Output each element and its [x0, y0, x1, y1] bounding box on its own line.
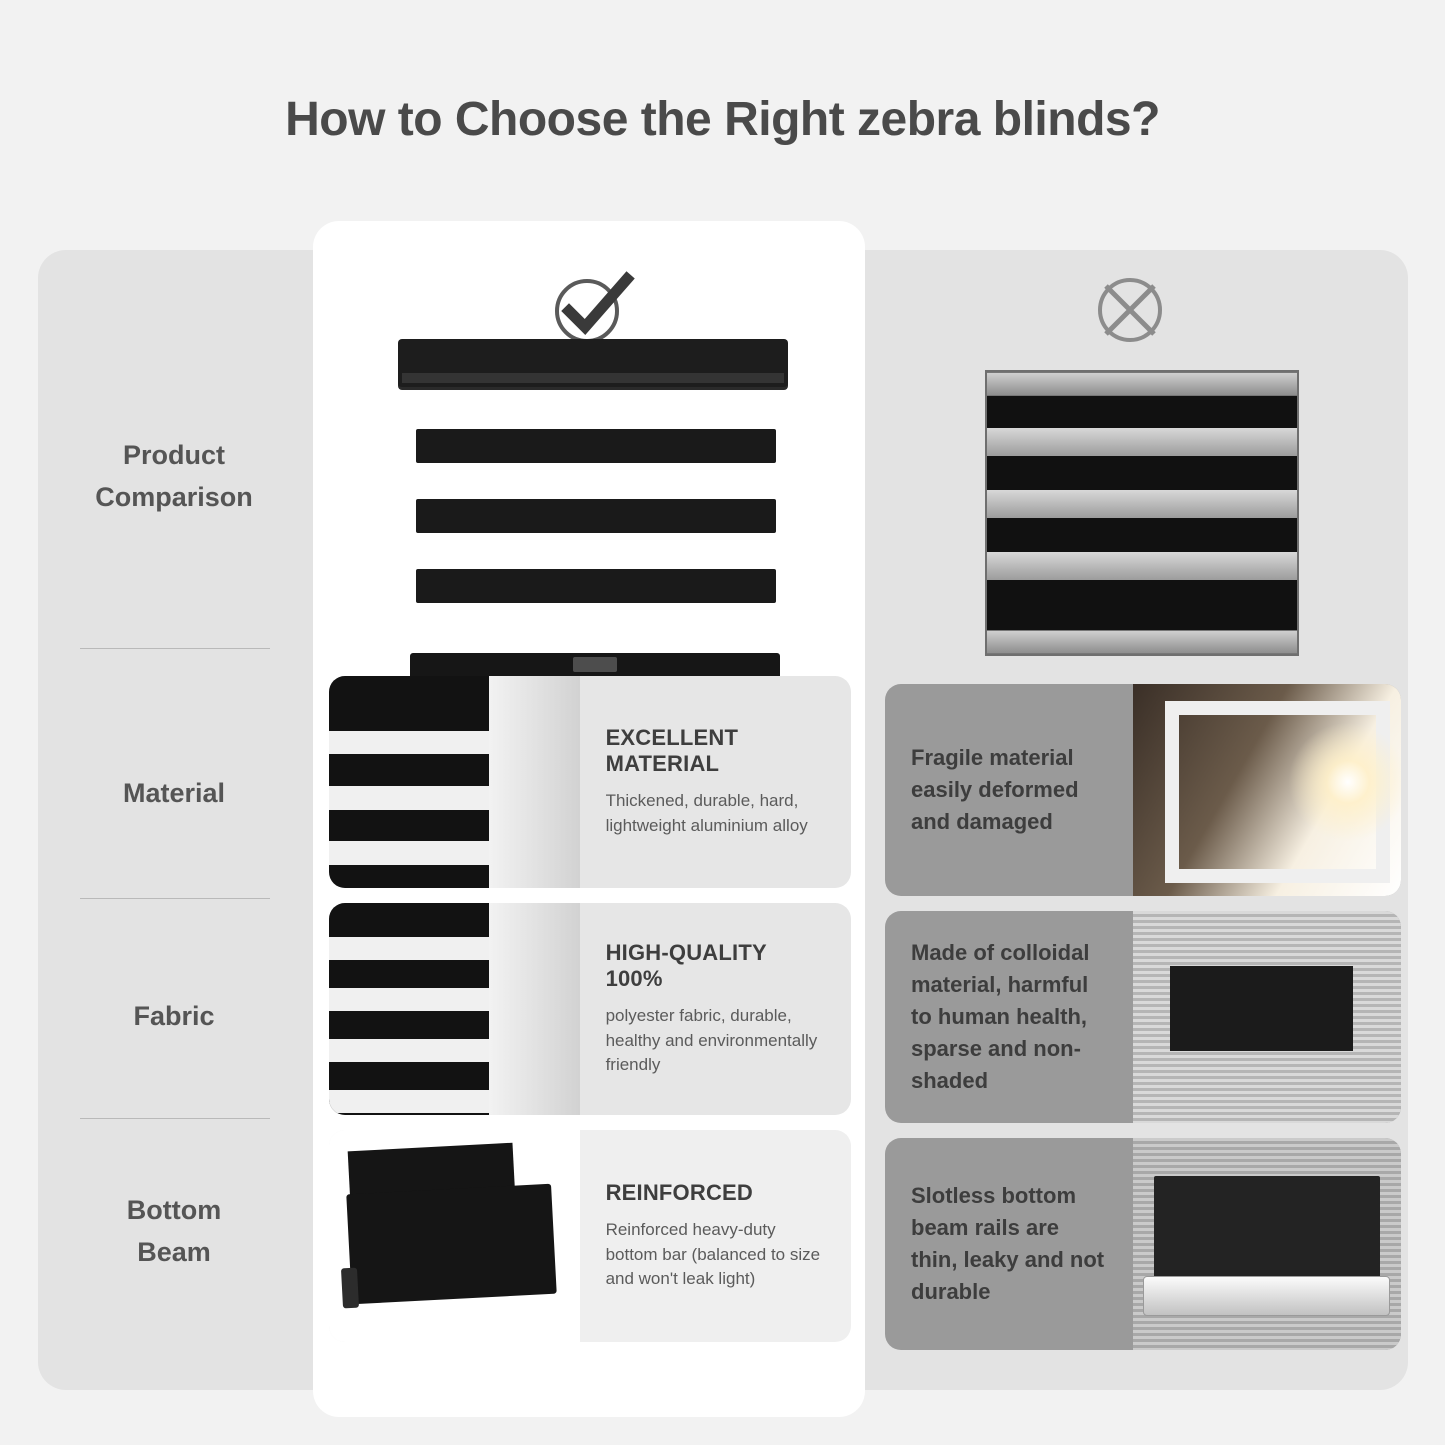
mini-blind-illustration: [329, 676, 580, 888]
bad-card-material-text: [885, 684, 1133, 896]
good-card-material-body: Thickened, durable, hard, lightweight aluminium alloy: [605, 791, 808, 835]
good-card-material: [329, 676, 851, 888]
bad-card-material: [885, 684, 1401, 896]
good-card-material-text: [580, 676, 851, 888]
bad-card-material-title: Fragile material easily deformed and damaged: [911, 745, 1079, 834]
bad-strip-3: [987, 552, 1297, 580]
row-label-bottom-beam: [38, 1190, 310, 1274]
row-label-column: [38, 250, 310, 1390]
thin-bottom-rail-photo: [1133, 1138, 1401, 1350]
bottom-bar-body: [346, 1184, 557, 1305]
good-slat-1: [416, 429, 776, 463]
row-label-product-comparison-line1: Product: [122, 440, 225, 470]
good-product-column: [313, 221, 865, 1417]
bad-card-material-image: [1133, 684, 1401, 896]
row-label-bottom-beam-line2: Beam: [137, 1236, 211, 1267]
good-card-material-image: [329, 676, 580, 888]
bad-strip-2: [987, 490, 1297, 518]
bad-headrail: [985, 372, 1299, 396]
sheer-fabric-photo: [1133, 911, 1401, 1123]
good-card-bottom-beam-text: [580, 1130, 851, 1342]
bad-bottom-rail: [985, 630, 1299, 654]
page-title: How to Choose the Right zebra blinds?: [285, 93, 1160, 146]
bad-product-image: [985, 370, 1299, 656]
window-frame: [484, 676, 579, 888]
good-card-material-title: EXCELLENT MATERIAL: [605, 725, 739, 777]
good-card-bottom-beam-image: [329, 1130, 580, 1342]
mini-blind-illustration-fabric: [329, 903, 580, 1115]
good-card-fabric-body: polyester fabric, durable, healthy and environmentally friendly: [605, 1006, 818, 1075]
bad-card-bottom-beam: [885, 1138, 1401, 1350]
damaged-window-photo: [1133, 684, 1401, 896]
bad-card-bottom-beam-image: [1133, 1138, 1401, 1350]
bad-card-fabric-image: [1133, 911, 1401, 1123]
bad-product-column: [875, 250, 1408, 1390]
good-card-bottom-beam-title: REINFORCED: [605, 1180, 754, 1206]
window-frame: [484, 903, 579, 1115]
good-card-fabric-image: [329, 903, 580, 1115]
good-product-image: [398, 339, 788, 679]
row-label-product-comparison-line2: Comparison: [95, 481, 253, 512]
sun-glare-icon: [1288, 722, 1401, 842]
row-label-bottom-beam-line1: Bottom: [126, 1195, 222, 1225]
label-divider-1: [80, 648, 270, 649]
row-label-product-comparison: [38, 435, 310, 519]
bad-card-bottom-beam-title: Slotless bottom beam rails are thin, leaky and not durable: [911, 1183, 1105, 1304]
good-headrail: [398, 339, 788, 387]
good-card-fabric-title: HIGH-QUALITY 100%: [605, 940, 767, 992]
bad-card-fabric-title: Made of colloidal material, harmful to human health, sparse and non-shaded: [911, 940, 1090, 1093]
good-card-bottom-beam-body: Reinforced heavy-duty bottom bar (balanced to size and won't leak light): [605, 1220, 821, 1289]
row-label-material: Material: [122, 778, 226, 808]
bottom-bar-illustration: [329, 1130, 580, 1342]
cross-mark-icon: [1090, 270, 1170, 350]
bad-card-fabric-text: [885, 911, 1133, 1123]
zebra-blind-fabric: [329, 903, 489, 1115]
label-divider-3: [80, 1118, 270, 1119]
row-label-fabric: Fabric: [133, 1001, 215, 1031]
good-slat-3: [416, 569, 776, 603]
good-slat-2: [416, 499, 776, 533]
good-card-bottom-beam: [329, 1130, 851, 1342]
label-divider-2: [80, 898, 270, 899]
check-mark-icon: [545, 269, 635, 349]
bad-card-fabric: [885, 911, 1401, 1123]
bad-card-bottom-beam-text: [885, 1138, 1133, 1350]
bad-strip-1: [987, 428, 1297, 456]
zebra-blind-fabric: [329, 676, 489, 888]
sheer-fabric-dark-band: [1170, 966, 1352, 1051]
blind-panel: [1154, 1176, 1379, 1282]
good-card-fabric-text: [580, 903, 851, 1115]
good-card-fabric: [329, 903, 851, 1115]
bottom-bar-end-cap: [340, 1268, 358, 1309]
thin-bottom-rail: [1143, 1276, 1390, 1316]
